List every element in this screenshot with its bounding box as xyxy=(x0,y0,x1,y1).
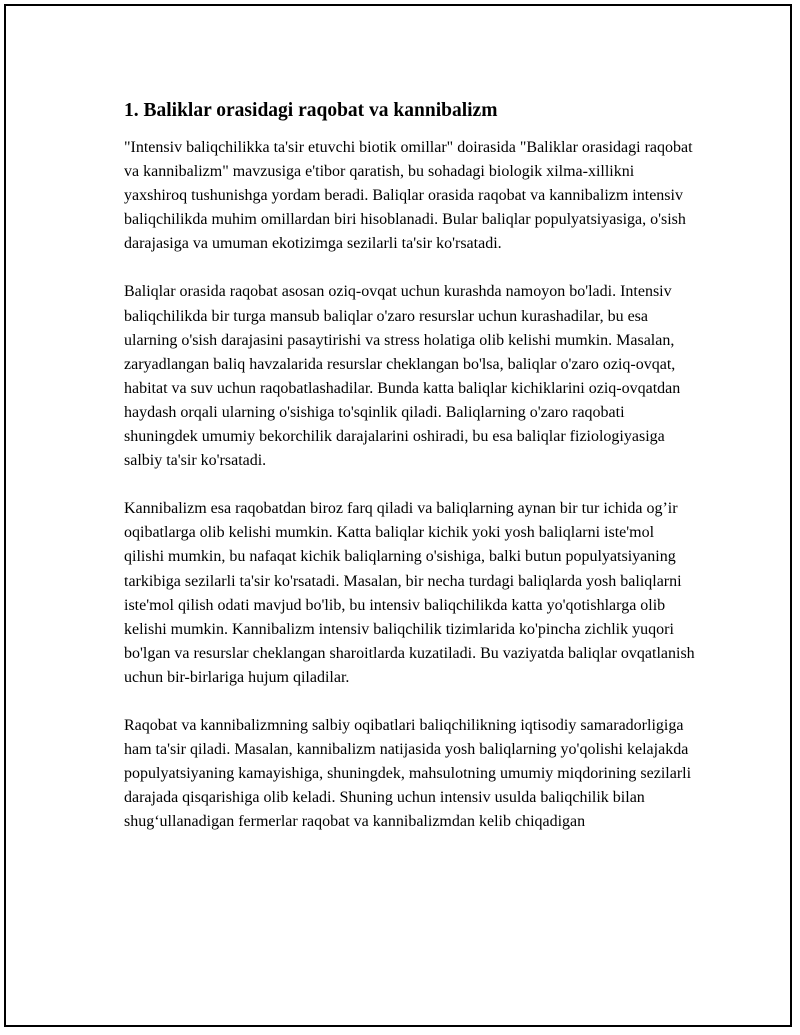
paragraph-cannibalism: Kannibalizm esa raqobatdan biroz farq qiladi va baliqlarning aynan bir tur ichida og’ir oqibatlarga olib kelishi mumkin. Katta baliqlar kichik yoki yosh baliqlarni iste'mol qilishi mumkin, bu nafaqat kichik baliqlarning o'sishiga, balki butun populyatsiyaning tarkibiga sezilarli ta'sir ko'rsatadi. Masalan, bir necha turdagi baliqlarda yosh baliqlarni iste'mol qilish odati mavjud bo'lib, bu intensiv baliqchilikda katta yo'qotishlarga olib kelishi mumkin. Kannibalizm intensiv baliqchilik tizimlarida ko'pincha zichlik yuqori bo'lgan va resurslar cheklangan sharoitlarda kuzatiladi. Bu vaziyatda baliqlar ovqatlanish uchun bir-birlariga hujum qiladilar. xyxy=(124,500,695,686)
paragraph-consequences: Raqobat va kannibalizmning salbiy oqibatlari baliqchilikning iqtisodiy samaradorligiga ham ta'sir qiladi. Masalan, kannibalizm natijasida yosh baliqlarning yo'qolishi kelajakda populyatsiyaning kamayishiga, shuningdek, mahsulotning umumiy miqdorining sezilarli darajada qisqarishiga olib keladi. Shuning uchun intensiv usulda baliqchilik bilan shug‘ullanadigan fermerlar raqobat va kannibalizmdan kelib chiqadigan xyxy=(124,716,692,831)
paragraph-competition: Baliqlar orasida raqobat asosan oziq-ovqat uchun kurashda namoyon bo'ladi. Intensiv baliqchilikda bir turga mansub baliqlar o'zaro resurslar uchun kurashadilar, bu esa ularning o'sish darajasini pasaytirishi va stress holatiga olib kelishi mumkin. Masalan, zaryadlangan baliq havzalarida resurslar cheklangan bo'lsa, baliqlar o'zaro oziq-ovqat, habitat va suv uchun raqobatlashadilar. Bunda katta baliqlar kichiklarini oziq-ovqatdan haydash orqali ularning o'sishiga to'sqinlik qiladi. Baliqlarning o'zaro raqobati shuningdek umumiy bekorchilik darajalarini oshiradi, bu esa baliqlar fiziologiyasiga salbiy ta'sir ko'rsatadi. xyxy=(124,283,681,470)
section-heading: 1. Baliklar orasidagi raqobat va kannibalizm xyxy=(124,100,498,121)
document-body xyxy=(124,98,696,858)
page-frame xyxy=(4,4,792,1027)
paragraph-intro: "Intensiv baliqchilikka ta'sir etuvchi biotik omillar" doirasida "Baliklar orasidagi raqobat va kannibalizm" mavzusiga e'tibor qaratish, bu sohadagi biologik xilma-xillikni yaxshiroq tushunishga yordam beradi. Baliqlar orasida raqobat va kannibalizm intensiv baliqchilikda muhim omillardan biri hisoblanadi. Bular baliqlar populyatsiyasiga, o'sish darajasiga va umuman ekotizimga sezilarli ta'sir ko'rsatadi. xyxy=(124,139,693,253)
